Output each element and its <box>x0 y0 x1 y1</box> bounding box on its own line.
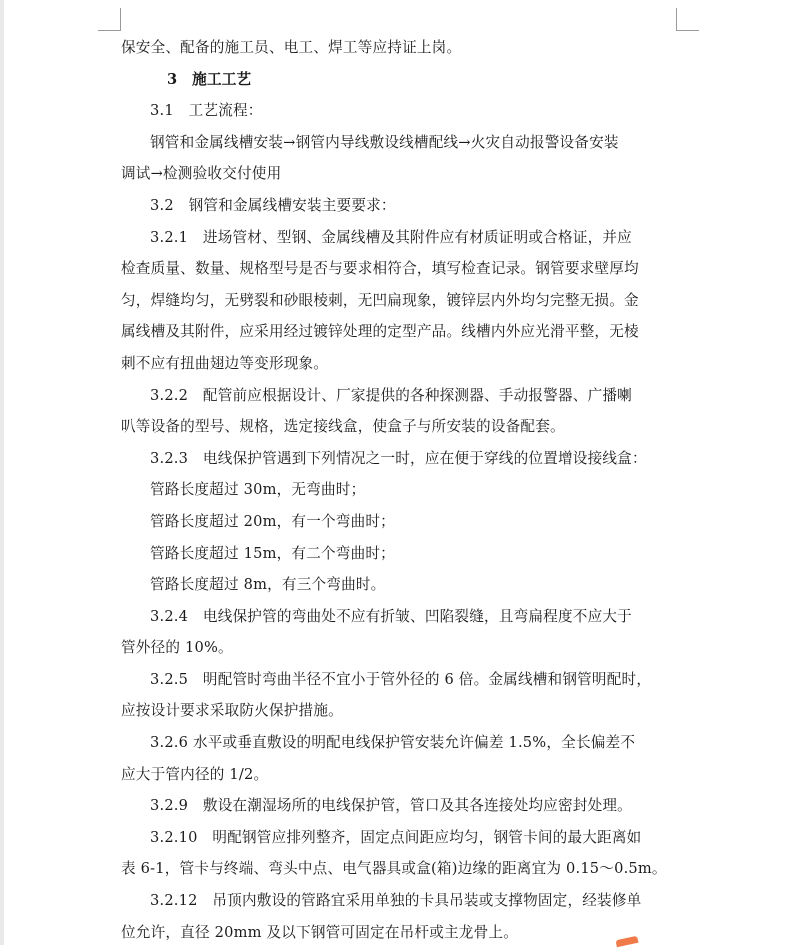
list-item: 管路长度超过 15m，有二个弯曲时； <box>150 544 395 562</box>
text-line: 3.2.5 明配管时弯曲半径不宜小于管外径的 6 倍。金属线槽和钢管明配时， <box>150 670 652 688</box>
text-line: 保安全、配备的施工员、电工、焊工等应持证上岗。 <box>121 39 462 56</box>
list-item: 管路长度超过 30m，无弯曲时； <box>150 481 366 499</box>
text-line: 钢管和金属线槽安装→钢管内导线敷设线槽配线→火灾自动报警设备安装 <box>150 133 619 151</box>
text-line: 3.2.1 进场管材、型钢、金属线槽及其附件应有材质证明或合格证，并应 <box>150 228 632 246</box>
section-heading: 3 施工工艺 <box>167 70 252 88</box>
text-line: 刺不应有扭曲翅边等变形现象。 <box>121 354 329 372</box>
text-line: 3.2.6 水平或垂直敷设的明配电线保护管安装允许偏差 1.5%，全长偏差不 <box>150 734 636 752</box>
list-item: 管路长度超过 20m，有一个弯曲时； <box>150 512 395 530</box>
text-line: 调试→检测验收交付使用 <box>121 165 282 183</box>
text-line: 位允许，直径 20mm 及以下钢管可固定在吊杆或主龙骨上。 <box>121 923 518 941</box>
text-line: 3.2.2 配管前应根据设计、厂家提供的各种探测器、手动报警器、广播喇 <box>150 386 632 404</box>
text-line: 检查质量、数量、规格型号是否与要求相符合，填写检查记录。钢管要求壁厚均 <box>121 260 639 278</box>
window-edge <box>0 0 4 945</box>
text-line: 表 6-1，管卡与终端、弯头中点、电气器具或盒(箱)边缘的距离宜为 0.15～0.5m。 <box>121 860 667 878</box>
text-line: 应大于管内径的 1/2。 <box>121 765 269 783</box>
text-line: 匀，焊缝均匀，无劈裂和砂眼棱刺，无凹扁现象，镀锌层内外均匀完整无损。金 <box>121 291 639 309</box>
subsection-heading: 3.2 钢管和金属线槽安装主要要求： <box>150 196 396 214</box>
margin-corner-mark-right <box>676 8 699 31</box>
text-line: 应按设计要求采取防火保护措施。 <box>121 702 343 720</box>
text-line: 3.2.4 电线保护管的弯曲处不应有折皱、凹陷裂缝，且弯扁程度不应大于 <box>150 607 632 625</box>
text-line: 3.2.12 吊顶内敷设的管路宜采用单独的卡具吊装或支撑物固定，经装修单 <box>150 892 642 910</box>
list-item: 管路长度超过 8m，有三个弯曲时。 <box>150 576 386 594</box>
text-line: 3.2.10 明配钢管应排列整齐，固定点间距应均匀，钢管卡间的最大距离如 <box>150 828 642 846</box>
text-line: 管外径的 10%。 <box>121 639 233 657</box>
subsection-heading: 3.1 工艺流程： <box>150 102 263 120</box>
text-line: 属线槽及其附件，应采用经过镀锌处理的定型产品。线槽内外应光滑平整，无棱 <box>121 323 639 341</box>
text-line: 3.2.3 电线保护管遇到下列情况之一时，应在便于穿线的位置增设接线盒： <box>150 449 647 467</box>
text-line: 3.2.9 敷设在潮湿场所的电线保护管，管口及其各连接处均应密封处理。 <box>150 797 632 815</box>
margin-corner-mark-left <box>98 8 121 31</box>
text-line: 叭等设备的型号、规格，选定接线盒，使盒子与所安装的设备配套。 <box>121 418 565 436</box>
document-body[interactable] <box>121 32 681 948</box>
